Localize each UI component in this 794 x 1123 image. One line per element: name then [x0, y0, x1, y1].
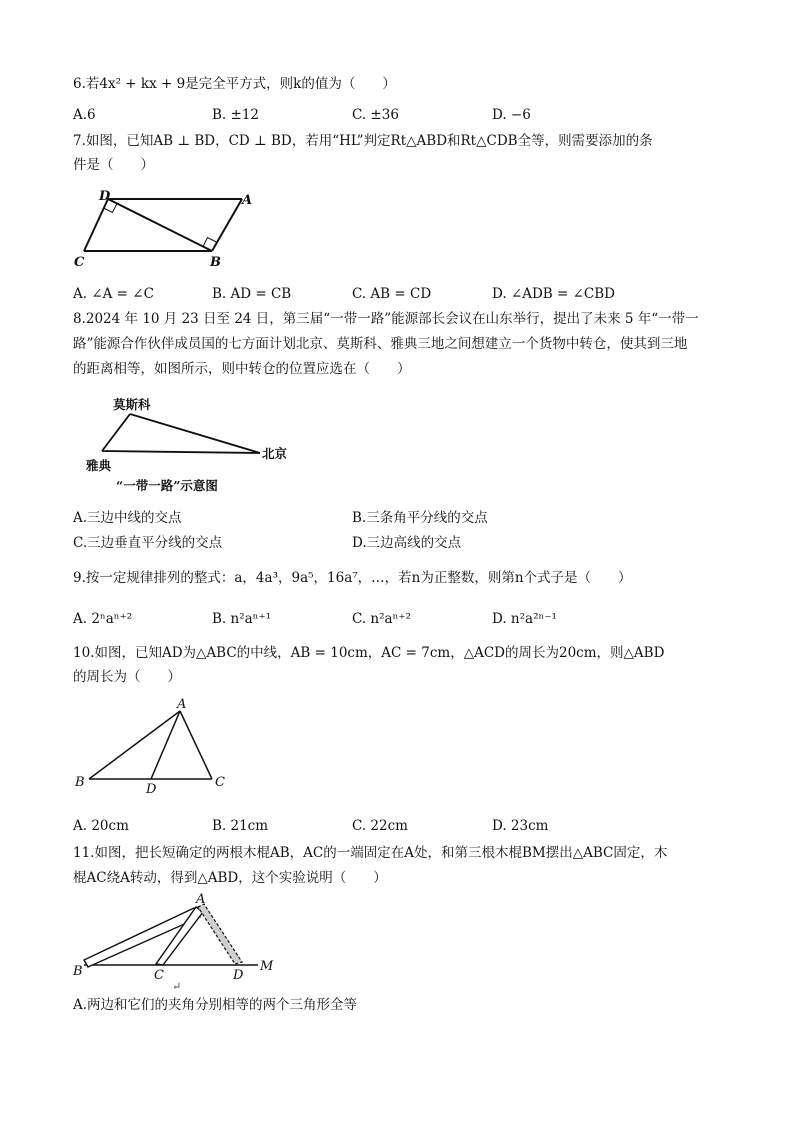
- q9-option-b[interactable]: B. n²aⁿ⁺¹: [212, 611, 272, 627]
- q7-option-d[interactable]: D. ∠ADB = ∠CBD: [492, 286, 616, 302]
- q8-label-beijing: 北京: [262, 446, 288, 461]
- q11-label-c: C: [154, 968, 164, 983]
- q7-option-a[interactable]: A. ∠A = ∠C: [73, 286, 154, 302]
- q11-label-m: M: [260, 959, 274, 974]
- q7-label-d: D: [99, 189, 111, 204]
- q10-label-d: D: [146, 782, 157, 797]
- q7-diagonal-db: [108, 199, 212, 251]
- q8-option-c[interactable]: C.三边垂直平分线的交点: [73, 535, 223, 551]
- q7-segment-ab: [212, 199, 242, 251]
- q10-stem-line1: 10.如图，已知AD为△ABC的中线，AB = 10cm，AC = 7cm，△ACD的周长为20cm，则△ABD: [73, 645, 665, 661]
- q11-rod-ad-rotated: [198, 904, 242, 964]
- q8-stem-line2: 路”能源合作伙伴成员国的七方面计划北京、莫斯科、雅典三地之间想建立一个货物中转仓，使其到三地: [73, 336, 688, 352]
- q7-label-a: A: [242, 193, 253, 208]
- q10-option-b[interactable]: B. 21cm: [212, 818, 269, 834]
- q10-segment-ab: [89, 711, 180, 779]
- q11-option-a[interactable]: A.两边和它们的夹角分别相等的两个三角形全等: [73, 997, 358, 1013]
- q7-option-c[interactable]: C. AB = CD: [352, 286, 432, 302]
- q8-figure: [82, 392, 304, 500]
- q10-segment-ac: [180, 711, 212, 779]
- q6-option-b[interactable]: B. ±12: [212, 107, 259, 123]
- q8-option-a[interactable]: A.三边中线的交点: [73, 510, 182, 526]
- q11-stem-line2: 棍AC绕A转动，得到△ABD，这个实验说明（ ）: [73, 870, 387, 886]
- q6-option-d[interactable]: D. −6: [492, 107, 531, 123]
- q10-label-b: B: [75, 775, 85, 790]
- q8-option-d[interactable]: D.三边高线的交点: [352, 535, 462, 551]
- q10-option-a[interactable]: A. 20cm: [73, 818, 129, 834]
- q11-label-d: D: [233, 968, 244, 983]
- q8-stem-line3: 的距离相等，如图所示，则中转仓的位置应选在（ ）: [73, 361, 411, 377]
- q7-label-c: C: [74, 255, 85, 270]
- q10-stem-line2: 的周长为（ ）: [73, 669, 181, 685]
- q8-option-b[interactable]: B.三条角平分线的交点: [352, 510, 488, 526]
- q8-figure-caption: “一带一路”示意图: [116, 478, 218, 493]
- q6-option-a[interactable]: A.6: [73, 107, 96, 123]
- q7-stem-line1: 7.如图，已知AB ⊥ BD，CD ⊥ BD，若用“HL”判定Rt△ABD和Rt△CDB全等，则需要添加的条: [73, 133, 653, 149]
- q7-figure: [70, 188, 270, 274]
- q10-option-d[interactable]: D. 23cm: [492, 818, 549, 834]
- q8-side-moscow-athens: [102, 414, 130, 451]
- q7-label-b: B: [210, 255, 221, 270]
- q8-side-moscow-beijing: [130, 414, 260, 453]
- q8-stem-line1: 8.2024 年 10 月 23 日至 24 日，第三届“一带一路”能源部长会议在山东举行，提出了未来 5 年“一带一: [73, 311, 699, 327]
- q6-option-c[interactable]: C. ±36: [352, 107, 399, 123]
- q6-stem: 6.若4x² + kx + 9是完全平方式，则k的值为（ ）: [73, 76, 396, 92]
- q8-label-athens: 雅典: [86, 458, 112, 473]
- q9-option-a[interactable]: A. 2ⁿaⁿ⁺²: [73, 611, 133, 627]
- q10-label-a: A: [177, 697, 187, 712]
- q11-figure: [70, 890, 290, 996]
- q10-option-c[interactable]: C. 22cm: [352, 818, 408, 834]
- q11-label-a: A: [196, 892, 206, 907]
- q8-side-athens-beijing: [102, 451, 260, 453]
- q8-label-moscow: 莫斯科: [113, 397, 151, 412]
- q9-stem: 9.按一定规律排列的整式：a，4a³，9a⁵，16a⁷，…，若n为正整数，则第n个式子是（ ）: [73, 570, 632, 586]
- q7-stem-line2: 件是（ ）: [73, 157, 154, 173]
- q10-label-c: C: [215, 775, 225, 790]
- q9-option-d[interactable]: D. n²a²ⁿ⁻¹: [492, 611, 557, 627]
- q11-label-b: B: [73, 964, 83, 979]
- q7-option-b[interactable]: B. AD = CB: [212, 286, 292, 302]
- q10-figure: [70, 694, 240, 800]
- q11-stem-line1: 11.如图，把长短确定的两根木棍AB，AC的一端固定在A处，和第三根木棍BM摆出△ABC固定，木: [73, 845, 668, 861]
- q11-return-mark: ↵: [172, 980, 182, 993]
- q7-segment-cd: [84, 199, 108, 251]
- q9-option-c[interactable]: C. n²aⁿ⁺²: [352, 611, 411, 627]
